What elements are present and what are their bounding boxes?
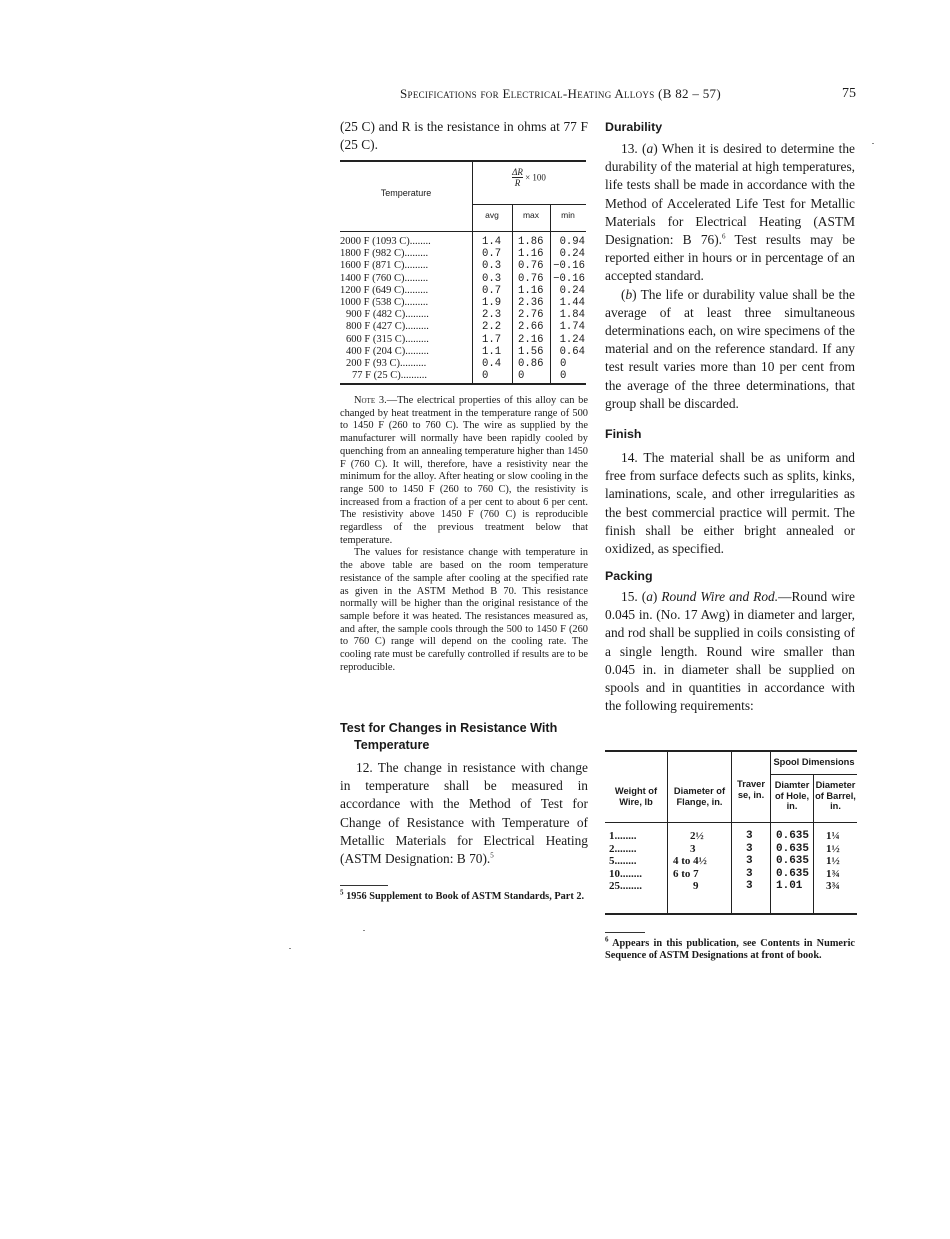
cell-min: 1.84 (559, 309, 585, 322)
table-header-rule (605, 822, 857, 823)
cell-max: 1.16 (518, 284, 544, 297)
footnote-5-mark: 5 (340, 888, 344, 897)
cell-hole: 1.01 (776, 880, 803, 893)
formula-denominator: R (514, 178, 521, 188)
cell-min: 0.24 (559, 284, 585, 297)
footnote-5 (340, 888, 588, 903)
intro-paragraph: (25 C) and R is the resistance in ohms at 77 F (25 C). (340, 119, 588, 153)
intro-text (340, 118, 588, 154)
formula-numerator: ΔR (512, 167, 523, 177)
table-row (340, 309, 586, 321)
cell-max: 1.86 (518, 236, 544, 248)
cell-weight: 10........ (609, 867, 642, 880)
cell-avg: 0.7 (482, 248, 502, 261)
paragraph-13a (605, 140, 855, 286)
cell-barrel: 3¾ (826, 880, 840, 893)
footnote-rule (340, 885, 388, 886)
cell-min: 0 (560, 370, 567, 383)
text-run-italic: a (646, 589, 653, 604)
cell-temp: 1800 F (982 C)......... (340, 248, 429, 260)
cell-min: −0.16 (553, 260, 585, 273)
cell-min: 0.24 (559, 248, 585, 261)
note-3-label: Note 3. (354, 395, 387, 406)
col-weight: Weight of Wire, lb (614, 786, 658, 807)
cell-temp: 900 F (482 C)......... (346, 309, 429, 321)
scan-speck (363, 930, 365, 931)
col-temperature: Temperature (380, 188, 432, 198)
cell-temp: 1600 F (871 C)......... (340, 260, 429, 272)
cell-max: 2.36 (518, 296, 544, 309)
cell-min: 1.44 (559, 296, 585, 309)
cell-min: 1.24 (559, 333, 585, 346)
section-12 (340, 759, 588, 868)
cell-avg: 1.9 (482, 296, 502, 309)
cell-min: 0 (560, 357, 567, 370)
cell-weight: 25........ (609, 880, 642, 893)
table-top-rule (340, 160, 586, 162)
heading-packing: Packing (605, 569, 653, 583)
cell-avg: 1.4 (482, 236, 502, 248)
table1-body (340, 236, 586, 382)
cell-barrel: 1½ (826, 842, 840, 855)
text-run: Test results may be reported either in hours or in percentage of an accepted standard. (605, 232, 855, 284)
table-row (340, 346, 586, 358)
cell-temp: 200 F (93 C).......... (346, 357, 427, 369)
scan-speck (872, 143, 874, 144)
footnote-5-text: 1956 Supplement to Book of ASTM Standards, Part 2. (343, 891, 585, 902)
cell-barrel: 1¼ (826, 830, 840, 842)
cell-min: −0.16 (553, 272, 585, 285)
footnote-6-text: Appears in this publication, see Contents in Numeric Sequence of ASTM Designations at front of book. (605, 938, 855, 962)
paragraph-12: 12. The change in resistance with change in temperature shall be measured in accordance with the Method of Test for Change of Resistance with Temperature of Metallic Materials for Electrical Heating (ASTM Designation: B 70). (340, 760, 588, 867)
cell-traverse: 3 (746, 880, 753, 893)
note-3 (340, 395, 588, 674)
table-row (340, 273, 586, 285)
col-max: max (522, 210, 540, 220)
table-row (340, 370, 586, 382)
running-title: Specifications for Electrical-Heating Alloys (B 82 – 57) (400, 86, 721, 101)
table-row (605, 868, 857, 881)
cell-hole: 0.635 (776, 842, 810, 855)
cell-max: 2.76 (518, 309, 544, 322)
paragraph-15a (605, 588, 855, 715)
running-header (400, 86, 856, 106)
footnote-rule (605, 932, 645, 933)
table2-body (605, 830, 857, 893)
section-13 (605, 140, 855, 413)
cell-avg: 0.3 (482, 260, 502, 273)
cell-temp: 77 F (25 C).......... (352, 370, 427, 382)
cell-barrel: 1½ (826, 855, 840, 868)
table-row (605, 855, 857, 868)
cell-avg: 2.3 (482, 309, 502, 322)
cell-avg: 0.3 (482, 272, 502, 285)
cell-flange: 4 to 4½ (673, 855, 707, 868)
cell-temp: 2000 F (1093 C)........ (340, 236, 431, 247)
table-header-rule (340, 231, 586, 232)
cell-weight: 1........ (609, 830, 637, 842)
formula-tail: × 100 (525, 172, 546, 183)
scan-speck (289, 948, 291, 949)
cell-max: 1.56 (518, 345, 544, 358)
note-3-text: —The electrical properties of this alloy can be changed by heat treatment in the temperature range of 500 to 1450 F (260 to 760 C). The wire as supplied by the manufacturer will normally have been rapidly cooled by quenching from an annealing temperature higher than 1450 F (760 C). It will, therefore, have a resistivity near the minimum for the alloy. After heating or slow cooling in the range 500 to 1450 F (260 to 760 C), the resistivity is increased from a fraction of a per cent to about 6 per cent. The resistivity above 1450 F (760 C) is reproducible regardless of the previous treatment below that temperature. (340, 395, 588, 546)
section-15 (605, 588, 855, 715)
table-row (340, 334, 586, 346)
formula-header (472, 167, 586, 188)
cell-avg: 0.7 (482, 284, 502, 297)
text-run: ) The life or durability value shall be the average of at least three simultaneous determinations each, on wire specimens of the material and on the reference standard. If any test result varies more than 10 per cent from the average of the three determinations, that group shall be discarded. (605, 286, 855, 411)
table-row (340, 248, 586, 260)
text-run-italic: a (646, 141, 654, 156)
footnote-ref-6: 6 (722, 232, 726, 241)
heading-durability: Durability (605, 120, 663, 134)
cell-max: 1.16 (518, 248, 544, 261)
table-row (340, 358, 586, 370)
cell-avg: 1.1 (482, 345, 502, 358)
cell-min: 1.74 (559, 321, 585, 334)
cell-flange: 6 to 7 (673, 867, 699, 880)
col-avg: avg (485, 210, 499, 220)
footnote-6-mark: 6 (605, 935, 609, 944)
text-run: 13. ( (621, 141, 647, 156)
cell-temp: 600 F (315 C)......... (346, 333, 429, 345)
cell-traverse: 3 (746, 842, 753, 855)
resistance-change-table (340, 160, 586, 386)
note-3-paragraph-2: The values for resistance change with temperature in the above table are based on the room temperature resistance of the sample after cooling at the specified rate as given in the ASTM Method B 70. This resistance normally will be higher than the original resistance of the sample before it was heated. The resistances measured as, and after, the sample cools through the 500 to 1450 F (260 to 760 C) range will depend on the cooling rate. The cooling rate must be carefully controlled if results are to be reproducible. (340, 547, 588, 673)
col-barrel: Diameter of Barrel, in. (815, 780, 856, 811)
paragraph-14: 14. The material shall be as uniform and free from surface defects such as splits, kinks, laminations, scale, and other irregularities as the best commercial practice will permit. The finish shall be either bright annealed or oxidized, as specified. (605, 450, 855, 557)
section-14 (605, 449, 855, 558)
paragraph-13b (605, 286, 855, 413)
cell-avg: 1.7 (482, 333, 502, 346)
cell-max: 0.76 (518, 260, 544, 273)
group-spool-dimensions: Spool Dimensions (773, 757, 855, 767)
col-flange: Diameter of Flange, in. (673, 786, 726, 807)
cell-max: 0.76 (518, 272, 544, 285)
table-row (340, 285, 586, 297)
text-run: ) When it is desired to determine the durability of the material at high temperatures, life tests shall be made in accordance with the Method of Accelerated Life Test for Metallic Materials for Electrical Heating (ASTM Designation: B 76). (605, 141, 856, 248)
table-row (340, 236, 586, 248)
footnote-6 (605, 935, 855, 963)
table-bottom-rule (605, 913, 857, 915)
heading-finish: Finish (605, 427, 642, 441)
cell-avg: 0 (482, 370, 489, 383)
table-row (340, 321, 586, 333)
cell-weight: 2........ (609, 842, 637, 855)
text-run: —Round wire 0.045 in. (No. 17 Awg) in diameter and larger, and rod shall be supplied in coils consisting of a single length. Round wire smaller than 0.045 in. in diameter shall be supplied on spools and in quantities in accordance with the following requirements: (605, 589, 855, 714)
text-run-italic: Round Wire and Rod. (661, 589, 779, 604)
cell-barrel: 1¾ (826, 867, 840, 880)
cell-temp: 1200 F (649 C)......... (340, 284, 429, 296)
cell-max: 0.86 (518, 357, 544, 370)
text-run: 15. ( (621, 589, 647, 604)
cell-min: 0.64 (559, 345, 585, 358)
spool-requirements-table (605, 750, 857, 915)
cell-hole: 0.635 (776, 830, 810, 842)
heading-test-resistance: Test for Changes in Resistance With Temperature (340, 721, 558, 752)
cell-max: 0 (518, 370, 525, 383)
cell-flange: 2½ (690, 830, 704, 842)
cell-weight: 5........ (609, 855, 637, 868)
cell-hole: 0.635 (776, 867, 810, 880)
page-number: 75 (842, 86, 856, 101)
footnote-ref-5: 5 (490, 851, 494, 860)
cell-temp: 1000 F (538 C)......... (340, 296, 429, 308)
table-rule (472, 204, 586, 205)
table-bottom-rule (340, 383, 586, 385)
table-rule (770, 774, 857, 775)
text-run-italic: b (625, 286, 633, 302)
table-row (605, 880, 857, 893)
cell-hole: 0.635 (776, 855, 810, 868)
col-traverse: Traverse, in. (737, 779, 765, 800)
table-row (605, 843, 857, 856)
text-run: ( (621, 286, 626, 302)
cell-flange: 3 (690, 842, 696, 855)
table-row (605, 830, 857, 843)
table-row (340, 297, 586, 309)
cell-traverse: 3 (746, 855, 753, 868)
cell-flange: 9 (693, 880, 699, 893)
text-run: ) (652, 589, 662, 604)
cell-traverse: 3 (746, 830, 753, 842)
cell-min: 0.94 (559, 236, 585, 248)
table-row (340, 260, 586, 272)
cell-max: 2.66 (518, 321, 544, 334)
cell-temp: 800 F (427 C)......... (346, 321, 429, 333)
cell-temp: 400 F (204 C)......... (346, 345, 429, 357)
cell-temp: 1400 F (760 C)......... (340, 272, 429, 284)
cell-max: 2.16 (518, 333, 544, 346)
col-min: min (561, 210, 575, 220)
cell-traverse: 3 (746, 867, 753, 880)
col-hole: Diamter of Hole, in. (774, 780, 810, 811)
cell-avg: 0.4 (482, 357, 502, 370)
cell-avg: 2.2 (482, 321, 502, 334)
